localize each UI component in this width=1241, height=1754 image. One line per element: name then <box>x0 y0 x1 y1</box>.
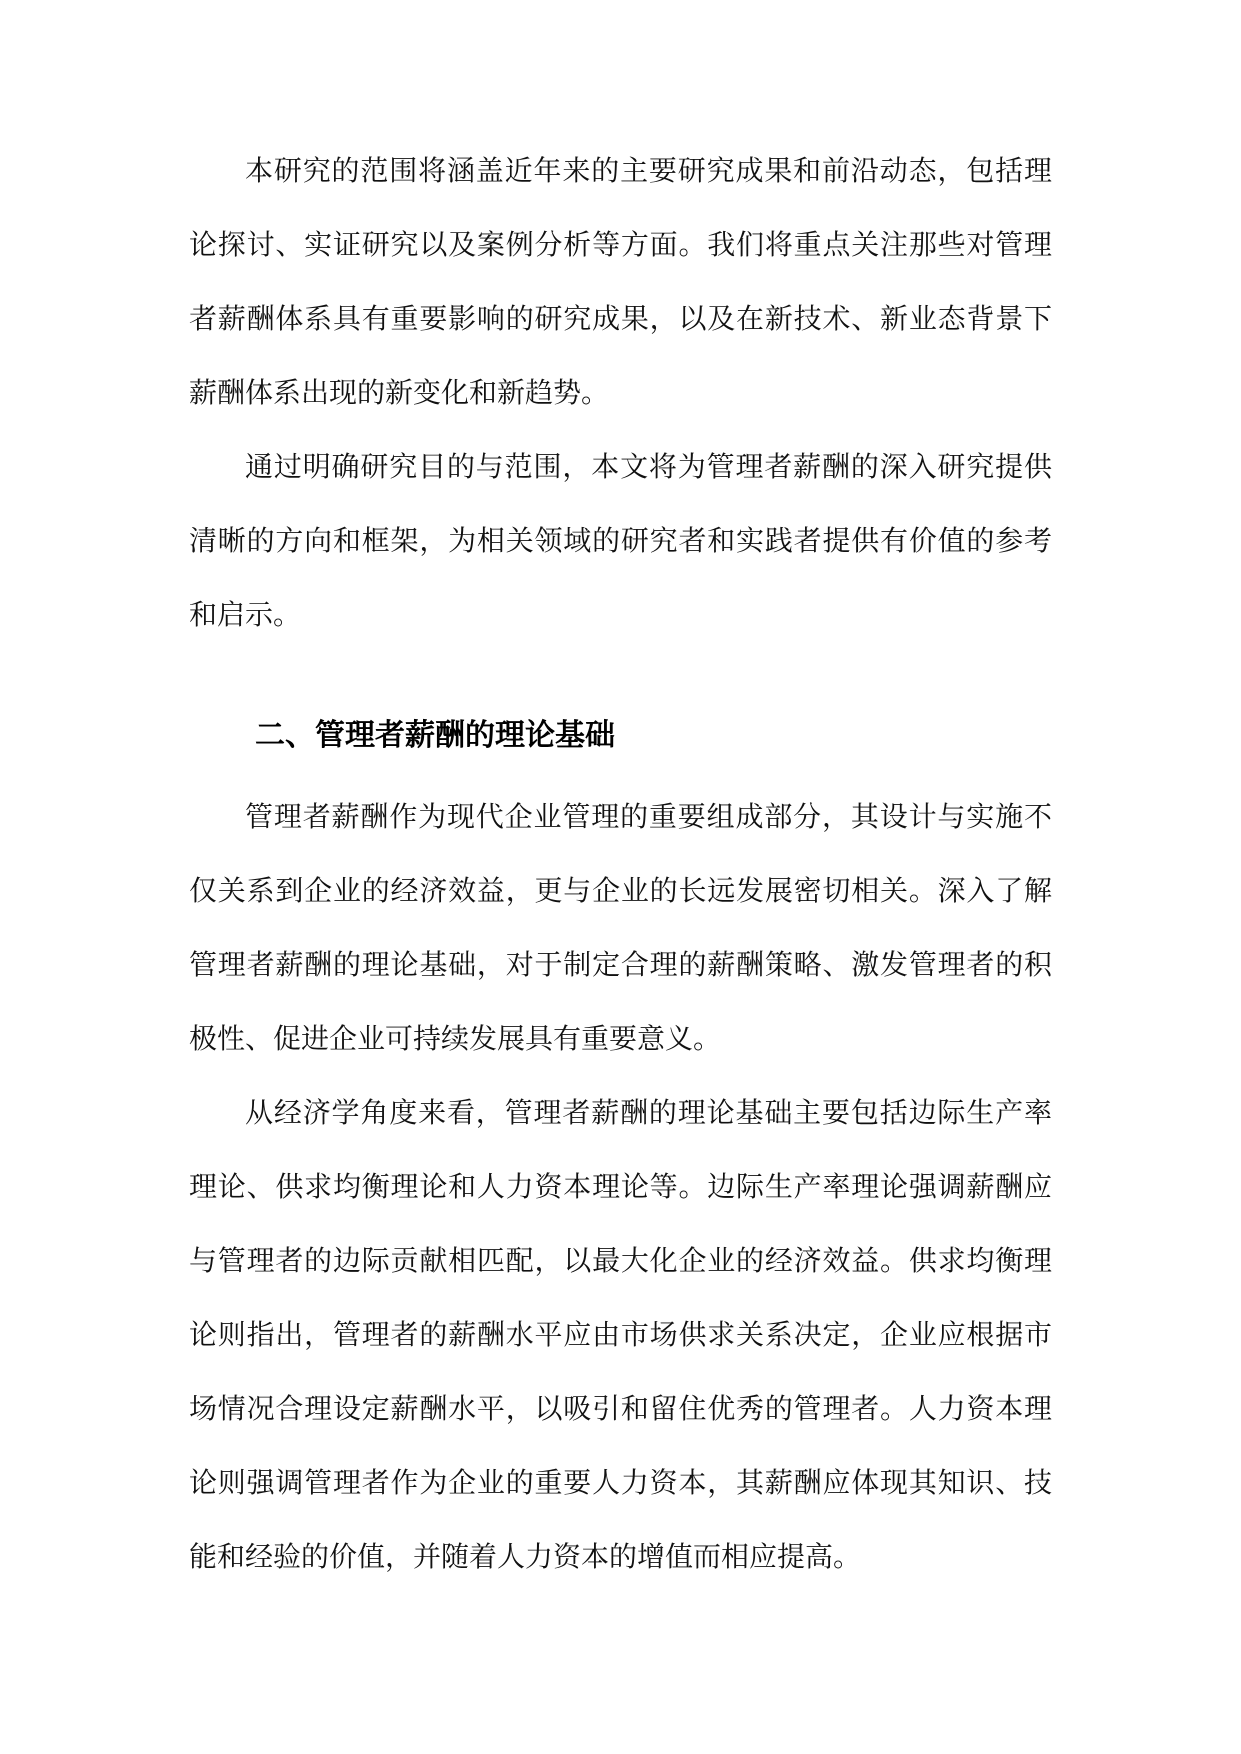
paragraph-compensation-importance: 管理者薪酬作为现代企业管理的重要组成部分，其设计与实施不仅关系到企业的经济效益，更与企业的长远发展密切相关。深入了解管理者薪酬的理论基础，对于制定合理的薪酬策略、激发管理者的积极性、促进企业可持续发展具有重要意义。 <box>189 800 1052 1055</box>
document-body <box>189 134 1052 1594</box>
paragraph-research-purpose: 通过明确研究目的与范围，本文将为管理者薪酬的深入研究提供清晰的方向和框架，为相关领域的研究者和实践者提供有价值的参考和启示。 <box>189 450 1052 631</box>
section-heading: 二、管理者薪酬的理论基础 <box>255 718 615 753</box>
paragraph-economic-theories: 从经济学角度来看，管理者薪酬的理论基础主要包括边际生产率理论、供求均衡理论和人力资本理论等。边际生产率理论强调薪酬应与管理者的边际贡献相匹配，以最大化企业的经济效益。供求均衡理论则指出，管理者的薪酬水平应由市场供求关系决定，企业应根据市场情况合理设定薪酬水平，以吸引和留住优秀的管理者。人力资本理论则强调管理者作为企业的重要人力资本，其薪酬应体现其知识、技能和经验的价值，并随着人力资本的增值而相应提高。 <box>189 1096 1052 1573</box>
paragraph-research-scope: 本研究的范围将涵盖近年来的主要研究成果和前沿动态，包括理论探讨、实证研究以及案例分析等方面。我们将重点关注那些对管理者薪酬体系具有重要影响的研究成果，以及在新技术、新业态背景下薪酬体系出现的新变化和新趋势。 <box>189 154 1052 409</box>
